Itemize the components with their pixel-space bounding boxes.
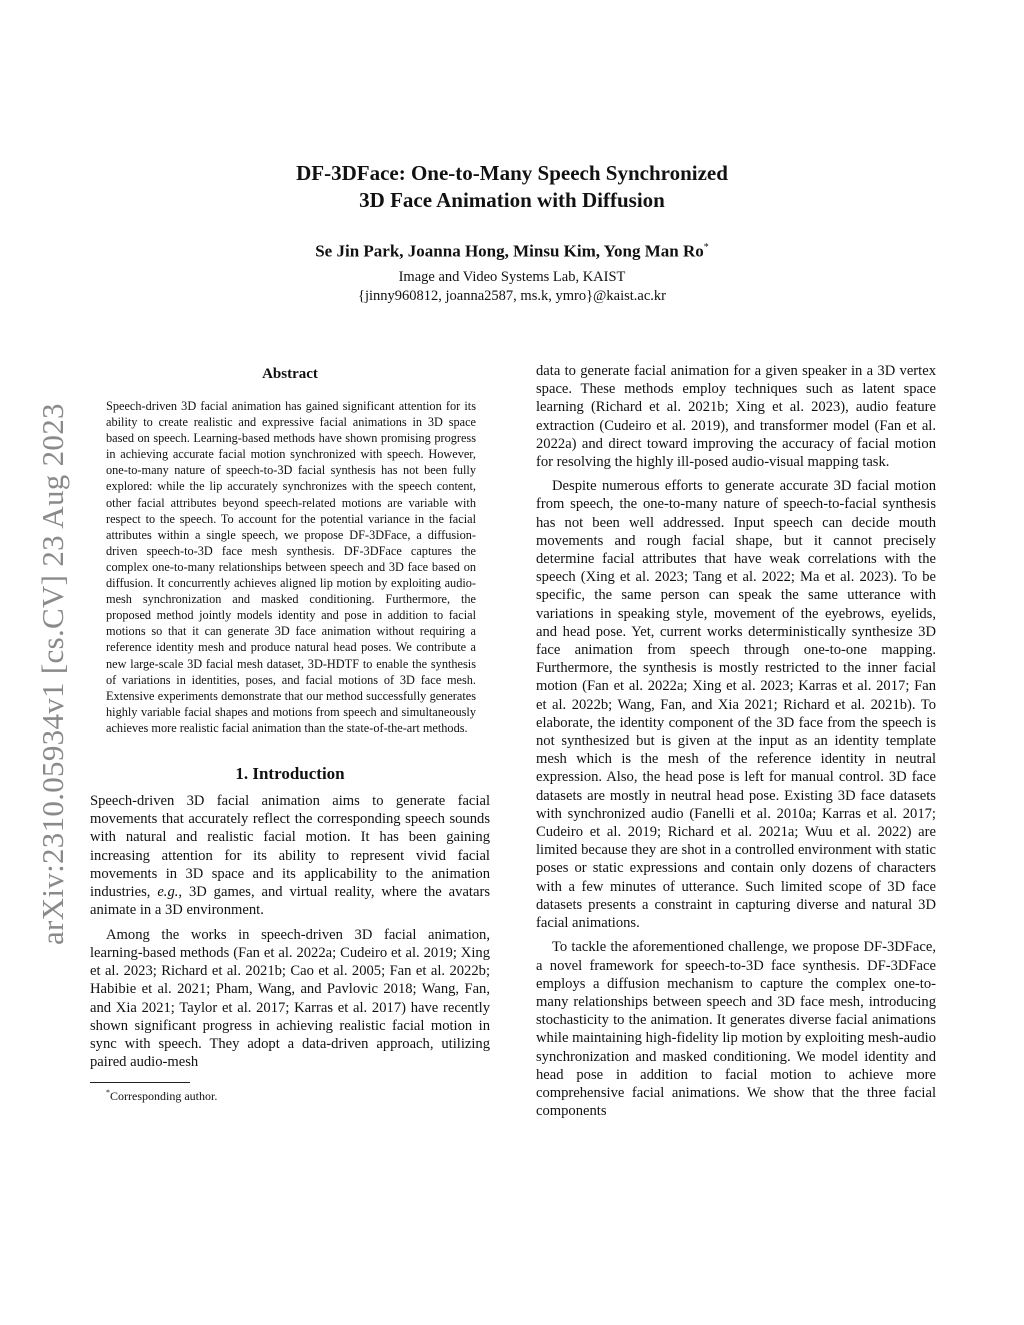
eg-abbreviation: e.g. <box>157 884 179 901</box>
paper-title <box>160 160 864 214</box>
intro-paragraph-2: Among the works in speech-driven 3D facial animation, learning-based methods (Fan et al. 2022a; Cudeiro et al. 2019; Xing et al. 2023; Richard et al. 2021b; Cao et al. 2005; Fan et al. 2022b; Habibie et al. 2021; Pham, Wang, and Pavlovic 2018; Wang, Fan, and Xia 2021; Taylor et al. 2017; Karras et al. 2017) have recently shown significant progress in achieving realistic facial motion in sync with speech. They adopt a data-driven approach, utilizing paired audio-mesh <box>90 926 490 1071</box>
affiliation: Image and Video Systems Lab, KAIST <box>398 269 626 285</box>
right-column <box>536 362 936 1120</box>
left-column <box>90 364 490 1104</box>
right-paragraph-1: data to generate facial animation for a given speaker in a 3D vertex space. These methods employ techniques such as latent space learning (Richard et al. 2021b; Xing et al. 2023), audio feature extraction (Cudeiro et al. 2019), and transformer model (Fan et al. 2022a) and direct toward improving the accuracy of facial motion for resolving the highly ill-posed audio-visual mapping task. <box>536 363 936 471</box>
footnote-text: Corresponding author. <box>110 1088 218 1103</box>
footnote-divider <box>90 1082 190 1083</box>
author-emails: {jinny960812, joanna2587, ms.k, ymro}@kaist.ac.kr <box>358 288 666 304</box>
corresponding-author-mark: * <box>703 242 709 253</box>
affiliation-block <box>160 268 864 306</box>
introduction-heading: 1. Introduction <box>235 763 345 783</box>
intro-paragraph-1: Speech-driven 3D facial animation aims to generate facial movements that accurately reflect the corresponding speech sounds with natural and realistic facial motion. It has been gaining increasing attention for its ability to represent vivid facial movements in 3D space and its applicability to the animation industries, e.g., 3D games, and virtual reality, where the avatars animate in a 3D environment. <box>90 792 490 919</box>
right-paragraph-2: Despite numerous efforts to generate accurate 3D facial motion from speech, the one-to-many nature of speech-to-facial synthesis has not been well addressed. Input speech can decide mouth movements and rough facial shape, but it cannot precisely determine facial attributes that have weak correlations with the speech (Xing et al. 2023; Tang et al. 2022; Ma et al. 2023). To be specific, the same person can speak the same utterance with variations in speaking style, movement of the eyebrows, eyelids, and head pose. Yet, current works deterministically synthesize 3D face animation from speech through one-to-one mapping. Furthermore, the synthesis is mostly restricted to the inner facial motion (Fan et al. 2022a; Xing et al. 2023; Karras et al. 2017; Fan et al. 2022b; Wang, Fan, and Xia 2021; Richard et al. 2021b). To elaborate, the identity component of the 3D face from the speech is not synthesized but is given at the input as an identity template mesh which is the mesh of the reference identity in neutral expression. Also, the head pose is left for manual control. 3D face datasets are mostly in neutral head pose. Existing 3D face datasets with synchronized audio (Fanelli et al. 2010a; Karras et al. 2017; Cudeiro et al. 2019; Richard et al. 2021a; Wuu et al. 2022) are limited because they are shot in a controlled environment with static poses or static expressions and contain only dozens of characters with a few minutes of utterance. Such limited scope of 3D face datasets presents a constraint in capturing diverse and natural 3D facial animations. <box>536 478 936 932</box>
abstract-text: Speech-driven 3D facial animation has gained significant attention for its ability to create realistic and expressive facial animations in 3D space based on speech. Learning-based methods have shown promising progress in achieving accurate facial motion synchronized with speech. However, one-to-many nature of speech-to-3D facial synthesis has not been fully explored: while the lip accurately synchronizes with the speech content, other facial attributes beyond speech-related motions are variable with respect to the speech. To account for the potential variance in the facial attributes within a single speech, we propose DF-3DFace, a diffusion-driven speech-to-3D face mesh synthesis. DF-3DFace captures the complex one-to-many relationships between speech and 3D face based on diffusion. It concurrently achieves aligned lip motion by exploiting audio-mesh synchronization and masked conditioning. Furthermore, the proposed method jointly models identity and pose in addition to facial motions so that it can generate 3D face animation without requiring a reference identity mesh and produce natural head poses. We contribute a new large-scale 3D facial mesh dataset, 3D-HDTF to enable the synthesis of variations in identities, poses, and facial motions of 3D face mesh. Extensive experiments demonstrate that our method successfully generates highly variable facial shapes and motions from speech and simultaneously achieves more realistic facial animation than the state-of-the-art methods. <box>106 399 476 735</box>
footnote-mark: * <box>106 1087 110 1097</box>
author-list <box>160 237 864 263</box>
abstract-heading: Abstract <box>262 366 318 382</box>
arxiv-identifier: arXiv:2310.05934v1 [cs.CV] 23 Aug 2023 <box>35 403 70 945</box>
right-paragraph-3: To tackle the aforementioned challenge, we propose DF-3DFace, a novel framework for speech-to-3D face synthesis. DF-3DFace employs a diffusion mechanism to capture the complex one-to-many relationships between speech and 3D face mesh, introducing stochasticity to the animation. It generates diverse facial animations while maintaining high-fidelity lip motion by exploiting mesh-audio synchronization and masked conditioning. We model identity and head pose in addition to facial motion to achieve more comprehensive facial animations. We show that the three facial components <box>536 939 936 1120</box>
footnote <box>106 1085 490 1104</box>
author-names: Se Jin Park, Joanna Hong, Minsu Kim, Yong Man Ro <box>315 241 704 261</box>
title-line-2: 3D Face Animation with Diffusion <box>359 188 665 212</box>
title-line-1: DF-3DFace: One-to-Many Speech Synchronized <box>296 161 728 185</box>
